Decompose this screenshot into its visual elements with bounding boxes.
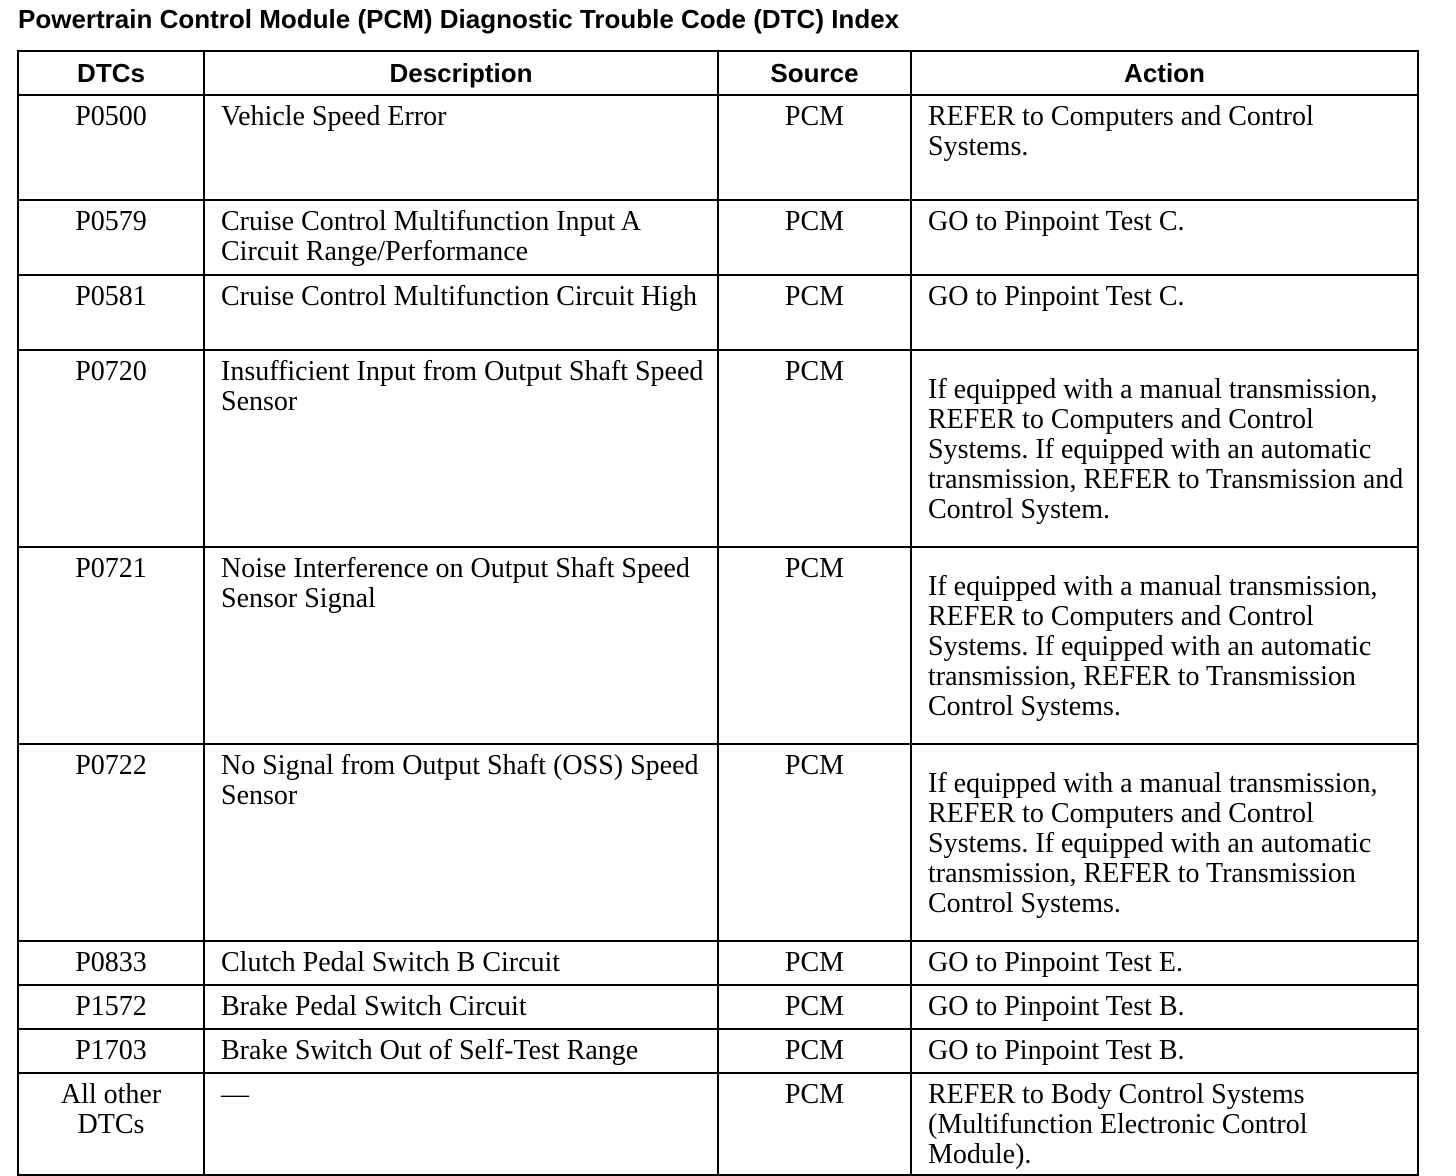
table-row: [18, 95, 1418, 200]
action-cell: GO to Pinpoint Test B.: [911, 1029, 1418, 1073]
description-cell: Noise Interference on Output Shaft Speed Sensor Signal: [204, 547, 718, 744]
description-cell: No Signal from Output Shaft (OSS) Speed Sensor: [204, 744, 718, 941]
source-cell: PCM: [718, 941, 911, 985]
source-cell: PCM: [718, 95, 911, 200]
dtc-code-cell: P0722: [18, 744, 204, 941]
source-cell: PCM: [718, 547, 911, 744]
action-cell: GO to Pinpoint Test C.: [911, 200, 1418, 275]
table-row: [18, 941, 1418, 985]
table-row: [18, 200, 1418, 275]
dtc-code-cell: All other DTCs: [18, 1073, 204, 1175]
dtc-index-table: [17, 50, 1419, 1176]
table-row: [18, 1029, 1418, 1073]
dtc-code-cell: P1572: [18, 985, 204, 1029]
table-header-row: [18, 51, 1418, 95]
action-cell: GO to Pinpoint Test C.: [911, 275, 1418, 350]
description-cell: Cruise Control Multifunction Input A Circuit Range/Performance: [204, 200, 718, 275]
dtc-code-cell: P1703: [18, 1029, 204, 1073]
source-cell: PCM: [718, 1029, 911, 1073]
description-cell: Cruise Control Multifunction Circuit High: [204, 275, 718, 350]
table-row: [18, 744, 1418, 941]
column-header-description: Description: [204, 51, 718, 95]
action-cell: If equipped with a manual transmission, REFER to Computers and Control Systems. If equipped with an automatic transmission, REFER to Transmission Control Systems.: [911, 547, 1418, 744]
table-row: [18, 985, 1418, 1029]
description-cell: Vehicle Speed Error: [204, 95, 718, 200]
table-row: [18, 547, 1418, 744]
source-cell: PCM: [718, 1073, 911, 1175]
dtc-code-cell: P0720: [18, 350, 204, 547]
dtc-code-cell: P0721: [18, 547, 204, 744]
source-cell: PCM: [718, 744, 911, 941]
dtc-code-cell: P0833: [18, 941, 204, 985]
action-cell: If equipped with a manual transmission, REFER to Computers and Control Systems. If equipped with an automatic transmission, REFER to Transmission Control Systems.: [911, 744, 1418, 941]
column-header-source: Source: [718, 51, 911, 95]
table-row: [18, 1073, 1418, 1175]
description-cell: Brake Switch Out of Self-Test Range: [204, 1029, 718, 1073]
dtc-code-cell: P0579: [18, 200, 204, 275]
action-cell: REFER to Body Control Systems (Multifunction Electronic Control Module).: [911, 1073, 1418, 1175]
action-cell: If equipped with a manual transmission, REFER to Computers and Control Systems. If equipped with an automatic transmission, REFER to Transmission and Control System.: [911, 350, 1418, 547]
description-cell: Clutch Pedal Switch B Circuit: [204, 941, 718, 985]
dtc-code-cell: P0581: [18, 275, 204, 350]
action-cell: GO to Pinpoint Test B.: [911, 985, 1418, 1029]
action-cell: REFER to Computers and Control Systems.: [911, 95, 1418, 200]
page-title: Powertrain Control Module (PCM) Diagnostic Trouble Code (DTC) Index: [18, 4, 900, 34]
description-cell: —: [204, 1073, 718, 1175]
source-cell: PCM: [718, 275, 911, 350]
source-cell: PCM: [718, 985, 911, 1029]
description-cell: Insufficient Input from Output Shaft Speed Sensor: [204, 350, 718, 547]
action-cell: GO to Pinpoint Test E.: [911, 941, 1418, 985]
dtc-code-cell: P0500: [18, 95, 204, 200]
table-row: [18, 275, 1418, 350]
source-cell: PCM: [718, 350, 911, 547]
source-cell: PCM: [718, 200, 911, 275]
column-header-action: Action: [911, 51, 1418, 95]
table-row: [18, 350, 1418, 547]
description-cell: Brake Pedal Switch Circuit: [204, 985, 718, 1029]
column-header-dtcs: DTCs: [18, 51, 204, 95]
